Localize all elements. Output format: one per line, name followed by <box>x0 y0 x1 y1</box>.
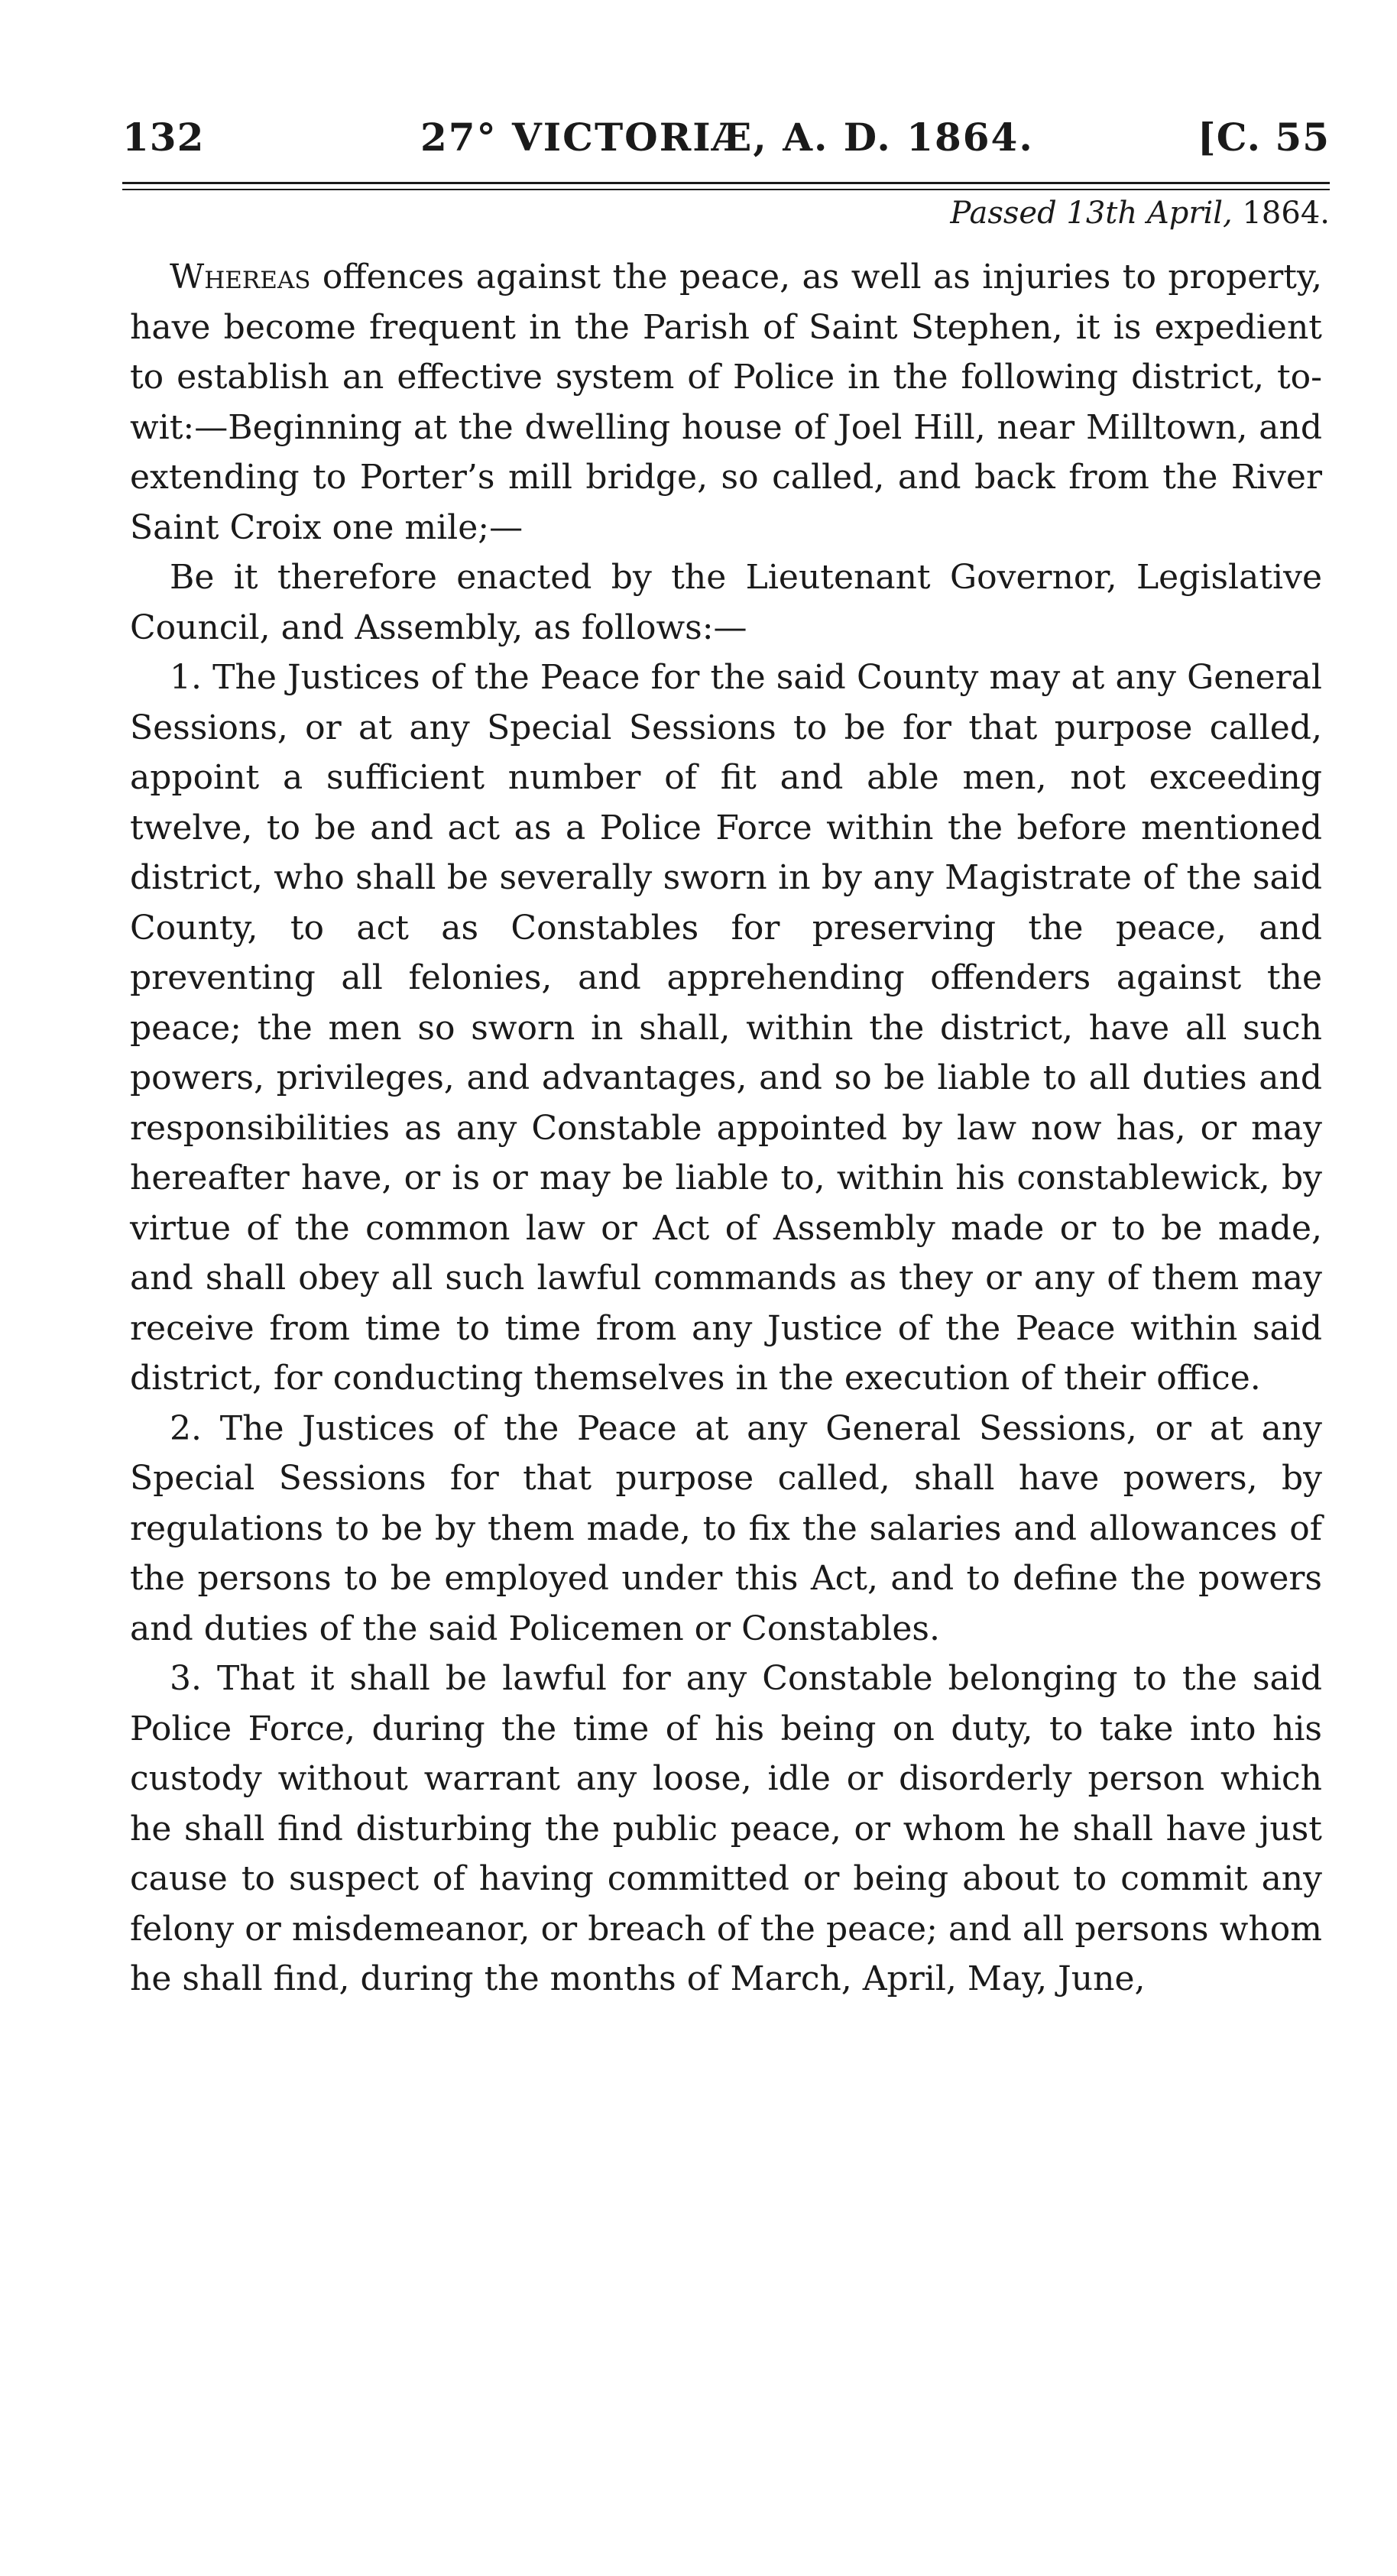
passed-day: 13th April, <box>1066 196 1233 231</box>
preamble-text: offences against the peace, as well as injuries to property, have become frequent in the Parish of Saint Stephen, it is expedient to establish an effective system of Police in the following district, to-wit:—Beginning at the dwelling house of Joel Hill, near Milltown, and extending to Porter’s mill bridge, so called, and back from the River Saint Croix one mile;— <box>130 258 1322 547</box>
header-rule-top <box>122 182 1330 184</box>
act-body <box>130 252 1322 2004</box>
section-3: 3. That it shall be lawful for any Constable belonging to the said Police Force, during the time of his being on duty, to take into his custody without warrant any loose, idle or disorderly person which he shall find disturbing the public peace, or whom he shall have just cause to suspect of having committed or being about to commit any felony or misdemeanor, or breach of the peace; and all persons whom he shall find, during the months of March, April, May, June, <box>130 1659 1322 1998</box>
enacting-clause: Be it therefore enacted by the Lieutenant Governor, Legislative Council, and Assembly, as follows:— <box>130 558 1322 647</box>
passed-label: Passed <box>950 196 1057 231</box>
preamble-lead-word: Whereas <box>170 258 311 296</box>
page-number: 132 <box>122 115 205 160</box>
section-2: 2. The Justices of the Peace at any General Sessions, or at any Special Sessions for that purpose called, shall have powers, by regulations to be by them made, to fix the salaries and allowances of the persons to be employed under this Act, and to define the powers and duties of the said Policemen or Constables. <box>130 1408 1322 1648</box>
running-title: 27° VICTORIÆ, A. D. 1864. <box>420 115 1034 160</box>
header-rule-bottom <box>122 189 1330 190</box>
chapter-reference: [C. 55 <box>1198 115 1330 160</box>
passed-year: 1864. <box>1242 196 1330 231</box>
preamble-paragraph <box>130 252 1322 552</box>
section-1: 1. The Justices of the Peace for the said County may at any General Sessions, or at any Special Sessions to be for that purpose called, appoint a sufficient number of fit and able men, not exceeding twelve, to be and act as a Police Force within the before mentioned district, who shall be severally sworn in by any Magistrate of the said County, to act as Constables for preserving the peace, and preventing all felonies, and apprehending offenders against the peace; the men so sworn in shall, within the district, have all such powers, privileges, and advantages, and so be liable to all duties and responsibilities as any Constable appointed by law now has, or may hereafter have, or is or may be liable to, within his constablewick, by virtue of the common law or Act of Assembly made or to be made, and shall obey all such lawful commands as they or any of them may receive from time to time from any Justice of the Peace within said district, for conducting themselves in the execution of their office. <box>130 658 1322 1398</box>
page-header <box>122 115 1330 168</box>
passed-date <box>950 196 1330 231</box>
